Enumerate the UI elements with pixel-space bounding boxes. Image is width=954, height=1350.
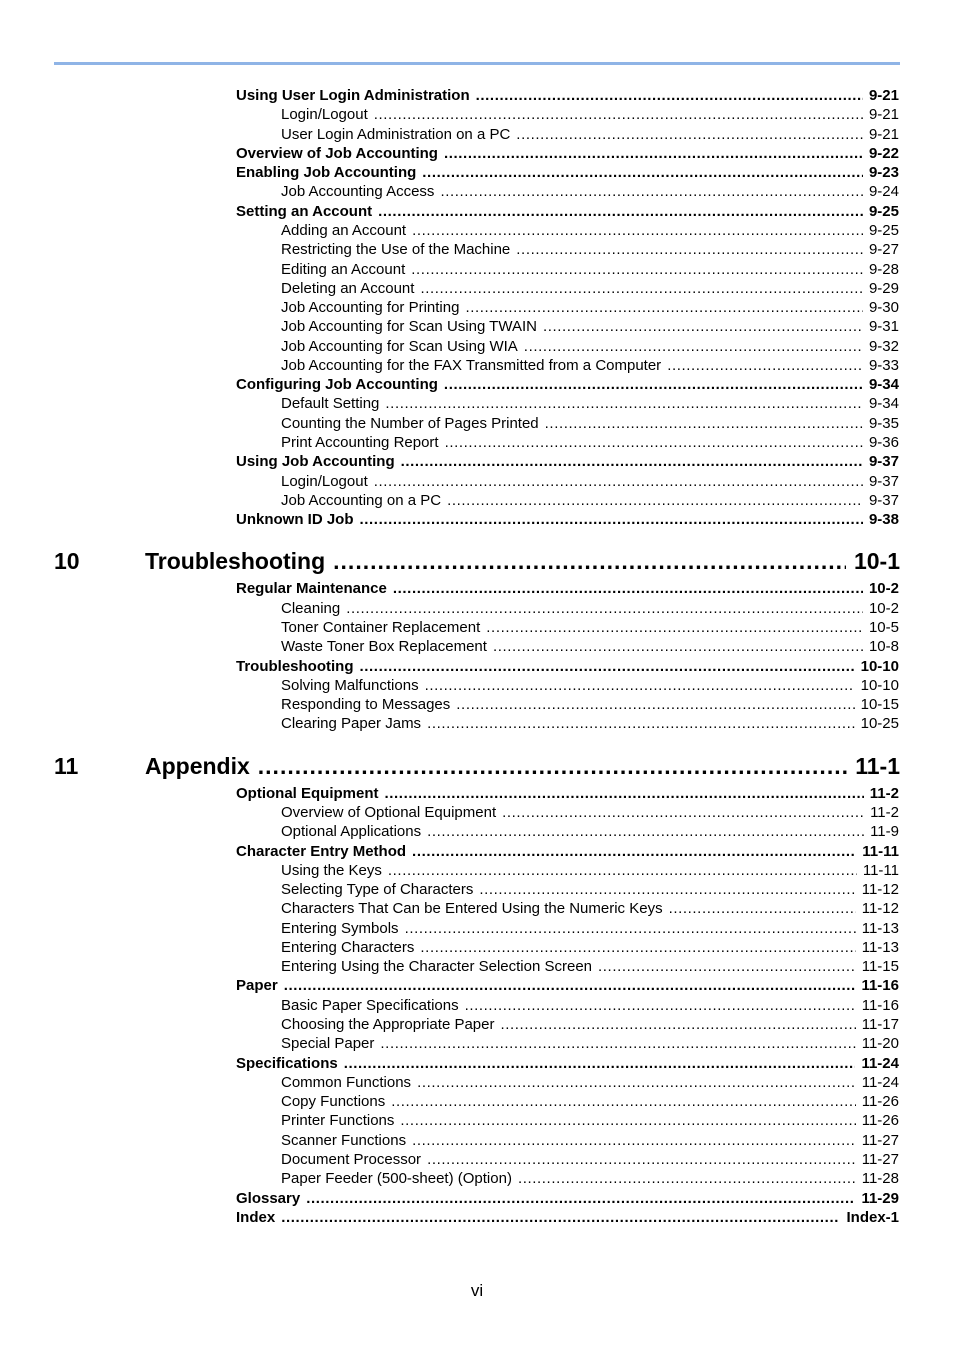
- dot-leader: [284, 976, 856, 995]
- entry-title: Character Entry Method: [236, 842, 407, 860]
- toc-subsection-entry[interactable]: [281, 637, 899, 656]
- toc-subsection-entry[interactable]: [281, 676, 899, 695]
- toc-section-entry[interactable]: [236, 1189, 899, 1208]
- toc-subsection-entry[interactable]: [281, 1073, 899, 1092]
- toc-subsection-entry[interactable]: [281, 394, 899, 413]
- dot-leader: [669, 899, 856, 918]
- entry-page: 11-20: [861, 1035, 899, 1053]
- dot-leader: [391, 1092, 856, 1111]
- entry-page: 9-34: [868, 376, 899, 394]
- entry-page: 11-12: [861, 881, 899, 899]
- entry-title: User Login Administration on a PC: [281, 125, 511, 143]
- entry-page: 10-2: [868, 599, 899, 617]
- toc-subsection-entry[interactable]: [281, 1169, 899, 1188]
- toc-subsection-entry[interactable]: [281, 491, 899, 510]
- entry-page: 9-37: [868, 472, 899, 490]
- dot-leader: [493, 637, 863, 656]
- entry-page: 10-10: [860, 657, 899, 675]
- entry-page: 11-2: [869, 784, 899, 802]
- chapter-number: 11: [54, 752, 79, 779]
- toc-section-entry[interactable]: [236, 579, 899, 598]
- toc-subsection-entry[interactable]: [281, 714, 899, 733]
- dot-leader: [374, 105, 863, 124]
- entry-title: Adding an Account: [281, 221, 407, 239]
- toc-subsection-entry[interactable]: [281, 618, 899, 637]
- dot-leader: [380, 1034, 855, 1053]
- entry-title: Job Accounting Access: [281, 183, 435, 201]
- toc-subsection-entry[interactable]: [281, 356, 899, 375]
- entry-title: Login/Logout: [281, 106, 368, 124]
- toc-subsection-entry[interactable]: [281, 1111, 899, 1130]
- entry-title: Entering Using the Character Selection Screen: [281, 958, 593, 976]
- dot-leader: [385, 784, 864, 803]
- entry-title: Editing an Account: [281, 260, 406, 278]
- dot-leader: [543, 317, 863, 336]
- dot-leader: [258, 752, 847, 780]
- dot-leader: [412, 842, 856, 861]
- toc-chapter-11[interactable]: [54, 752, 900, 780]
- dot-leader: [306, 1189, 855, 1208]
- entry-title: Unknown ID Job: [236, 511, 354, 529]
- entry-title: Paper Feeder (500-sheet) (Option): [281, 1170, 512, 1188]
- entry-title: Regular Maintenance: [236, 580, 387, 598]
- entry-title: Responding to Messages: [281, 696, 451, 714]
- chapter-page: 11-1: [855, 752, 900, 779]
- dot-leader: [374, 472, 863, 491]
- entry-title: Basic Paper Specifications: [281, 996, 459, 1014]
- entry-title: Specifications: [236, 1054, 338, 1072]
- toc-subsection-entry[interactable]: [281, 880, 899, 899]
- entry-title: Glossary: [236, 1189, 301, 1207]
- entry-title: Default Setting: [281, 395, 380, 413]
- toc-subsection-entry[interactable]: [281, 1034, 899, 1053]
- entry-title: Job Accounting for the FAX Transmitted from a Computer: [281, 356, 662, 374]
- entry-page: 9-37: [868, 491, 899, 509]
- toc-subsection-entry[interactable]: [281, 337, 899, 356]
- entry-title: Print Accounting Report: [281, 434, 439, 452]
- dot-leader: [516, 240, 863, 259]
- entry-page: 11-24: [861, 1073, 899, 1091]
- entry-title: Troubleshooting: [236, 657, 354, 675]
- dot-leader: [360, 510, 863, 529]
- toc-subsection-entry[interactable]: [281, 1092, 899, 1111]
- entry-page: 11-13: [861, 938, 899, 956]
- entry-page: 9-30: [868, 299, 899, 317]
- toc-section-entry[interactable]: [236, 657, 899, 676]
- toc-section-entry[interactable]: [236, 1054, 899, 1073]
- dot-leader: [281, 1208, 840, 1227]
- dot-leader: [465, 298, 863, 317]
- toc-subsection-entry[interactable]: [281, 221, 899, 240]
- entry-title: Toner Container Replacement: [281, 619, 481, 636]
- toc-section-entry[interactable]: [236, 202, 899, 221]
- toc-subsection-entry[interactable]: [281, 240, 899, 259]
- dot-leader: [479, 880, 855, 899]
- entry-page: 11-17: [861, 1016, 899, 1034]
- entry-title: Characters That Can be Entered Using the Numeric Keys: [281, 900, 663, 918]
- dot-leader: [598, 957, 856, 976]
- entry-title: Optional Equipment: [236, 784, 379, 802]
- toc-section-entry[interactable]: [236, 163, 899, 182]
- entry-page: 9-33: [868, 356, 899, 374]
- entry-page: 11-27: [861, 1151, 899, 1168]
- toc-subsection-entry[interactable]: [281, 861, 899, 880]
- toc-subsection-entry[interactable]: [281, 279, 899, 298]
- dot-leader: [500, 1015, 855, 1034]
- entry-page: 10-5: [868, 619, 899, 636]
- toc-section-entry[interactable]: [236, 452, 899, 471]
- entry-title: Solving Malfunctions: [281, 676, 419, 694]
- entry-title: Restricting the Use of the Machine: [281, 241, 511, 259]
- entry-title: Overview of Optional Equipment: [281, 803, 497, 821]
- entry-page: 11-24: [861, 1054, 899, 1072]
- entry-title: Overview of Job Accounting: [236, 144, 438, 162]
- page-number: vi: [470, 1281, 484, 1300]
- entry-page: 11-16: [861, 996, 899, 1014]
- entry-page: 9-36: [868, 434, 899, 452]
- dot-leader: [667, 356, 863, 375]
- toc-subsection-entry[interactable]: [281, 298, 899, 317]
- entry-title: Login/Logout: [281, 472, 368, 490]
- toc-section-entry[interactable]: [236, 510, 899, 529]
- toc-subsection-entry[interactable]: [281, 433, 899, 452]
- entry-page: 9-38: [868, 511, 899, 529]
- entry-title: Index: [236, 1208, 276, 1226]
- entry-page: 10-2: [868, 580, 899, 598]
- entry-page: 9-28: [868, 260, 899, 278]
- entry-page: 9-25: [868, 221, 899, 239]
- entry-title: Counting the Number of Pages Printed: [281, 414, 539, 432]
- toc-subsection-entry[interactable]: [281, 125, 899, 144]
- entry-page: Index-1: [846, 1208, 899, 1226]
- toc-section-entry[interactable]: [236, 375, 899, 394]
- entry-page: 11-2: [870, 803, 899, 821]
- entry-page: 9-21: [868, 125, 899, 143]
- dot-leader: [360, 657, 855, 676]
- dot-leader: [444, 144, 863, 163]
- entry-title: Cleaning: [281, 599, 341, 617]
- dot-leader: [445, 433, 863, 452]
- dot-leader: [447, 491, 863, 510]
- toc-subsection-entry[interactable]: [281, 899, 899, 918]
- entry-page: 11-11: [862, 861, 899, 879]
- toc-section-entry[interactable]: [236, 86, 899, 105]
- entry-title: Selecting Type of Characters: [281, 881, 474, 899]
- entry-page: 10-10: [860, 676, 899, 694]
- entry-page: 9-23: [868, 164, 899, 182]
- toc-section-entry[interactable]: [236, 842, 899, 861]
- entry-title: Enabling Job Accounting: [236, 164, 417, 182]
- dot-leader: [502, 803, 864, 822]
- toc-chapter-10[interactable]: [54, 547, 900, 575]
- entry-title: Using Job Accounting: [236, 453, 395, 471]
- entry-title: Entering Symbols: [281, 919, 399, 937]
- toc-subsection-entry[interactable]: [281, 938, 899, 957]
- dot-leader: [420, 938, 855, 957]
- entry-title: Job Accounting on a PC: [281, 491, 442, 509]
- dot-leader: [333, 547, 846, 575]
- dot-leader: [393, 579, 863, 598]
- dot-leader: [412, 1131, 856, 1150]
- entry-title: Common Functions: [281, 1073, 412, 1091]
- toc-subsection-entry[interactable]: [281, 919, 899, 938]
- entry-title: Entering Characters: [281, 938, 415, 956]
- chapter-title: Troubleshooting: [145, 548, 326, 575]
- entry-page: 10-8: [868, 638, 899, 656]
- entry-page: 11-9: [870, 823, 899, 841]
- entry-title: Job Accounting for Scan Using TWAIN: [281, 318, 537, 336]
- dot-leader: [412, 221, 863, 240]
- entry-title: Job Accounting for Scan Using WIA: [281, 337, 518, 355]
- entry-title: Choosing the Appropriate Paper: [281, 1016, 495, 1034]
- entry-page: 9-37: [868, 453, 899, 471]
- entry-page: 11-13: [861, 919, 899, 937]
- entry-title: Setting an Account: [236, 202, 373, 220]
- entry-title: Paper: [236, 977, 278, 995]
- toc-subsection-entry[interactable]: [281, 996, 899, 1015]
- entry-title: Job Accounting for Printing: [281, 299, 460, 317]
- dot-leader: [427, 1150, 856, 1169]
- entry-page: 9-34: [868, 395, 899, 413]
- dot-leader: [545, 414, 863, 433]
- dot-leader: [378, 202, 863, 221]
- toc-subsection-entry[interactable]: [281, 105, 899, 124]
- toc-subsection-entry[interactable]: [281, 1131, 899, 1150]
- toc-subsection-entry[interactable]: [281, 695, 899, 714]
- toc-section-entry[interactable]: [236, 784, 899, 803]
- toc-subsection-entry[interactable]: [281, 414, 899, 433]
- chapter-number: 10: [54, 548, 80, 575]
- toc-section-entry[interactable]: [236, 144, 899, 163]
- toc-section-entry[interactable]: [236, 976, 899, 995]
- dot-leader: [456, 695, 854, 714]
- entry-page: 9-35: [868, 414, 899, 432]
- entry-page: 9-31: [868, 318, 899, 336]
- dot-leader: [420, 279, 863, 298]
- dot-leader: [465, 996, 856, 1015]
- dot-leader: [486, 618, 863, 637]
- entry-title: Special Paper: [281, 1035, 375, 1053]
- dot-leader: [476, 86, 863, 105]
- entry-page: 11-12: [861, 900, 899, 918]
- entry-page: 10-25: [860, 715, 899, 733]
- entry-title: Copy Functions: [281, 1093, 386, 1111]
- entry-title: Document Processor: [281, 1151, 422, 1168]
- header-rule: [54, 62, 900, 65]
- entry-page: 9-21: [868, 87, 899, 104]
- toc-section-entry[interactable]: [236, 1208, 899, 1227]
- entry-title: Scanner Functions: [281, 1131, 407, 1149]
- dot-leader: [400, 1111, 855, 1130]
- dot-leader: [405, 919, 856, 938]
- chapter-page: 10-1: [853, 548, 900, 575]
- dot-leader: [385, 394, 863, 413]
- dot-leader: [444, 375, 863, 394]
- entry-title: Using the Keys: [281, 861, 382, 879]
- toc-subsection-entry[interactable]: [281, 472, 899, 491]
- toc-subsection-entry[interactable]: [281, 317, 899, 336]
- entry-title: Optional Applications: [281, 823, 422, 841]
- dot-leader: [346, 599, 863, 618]
- toc-subsection-entry[interactable]: [281, 822, 899, 841]
- dot-leader: [425, 676, 855, 695]
- dot-leader: [344, 1054, 856, 1073]
- entry-page: 11-16: [861, 977, 899, 995]
- toc-subsection-entry[interactable]: [281, 182, 899, 201]
- entry-title: Printer Functions: [281, 1112, 395, 1130]
- dot-leader: [518, 1169, 856, 1188]
- entry-page: 9-27: [868, 241, 899, 259]
- dot-leader: [401, 452, 863, 471]
- entry-page: 9-25: [868, 202, 899, 220]
- dot-leader: [427, 822, 864, 841]
- entry-title: Configuring Job Accounting: [236, 376, 438, 394]
- toc-subsection-entry[interactable]: [281, 260, 899, 279]
- dot-leader: [427, 714, 855, 733]
- dot-leader: [516, 125, 863, 144]
- entry-page: 11-26: [861, 1093, 899, 1111]
- entry-page: 11-26: [861, 1112, 899, 1130]
- dot-leader: [388, 861, 857, 880]
- toc-subsection-entry[interactable]: [281, 599, 899, 618]
- entry-page: 11-11: [862, 842, 899, 860]
- entry-page: 11-28: [861, 1170, 899, 1188]
- entry-page: 11-29: [861, 1189, 899, 1207]
- entry-page: 10-15: [860, 696, 899, 714]
- entry-page: 9-29: [868, 279, 899, 297]
- entry-title: Clearing Paper Jams: [281, 715, 422, 733]
- toc-subsection-entry[interactable]: [281, 1150, 899, 1169]
- toc-subsection-entry[interactable]: [281, 803, 899, 822]
- entry-page: 9-22: [868, 144, 899, 162]
- entry-page: 9-32: [868, 337, 899, 355]
- entry-page: 11-15: [861, 958, 899, 976]
- entry-page: 11-27: [861, 1131, 899, 1149]
- chapter-title: Appendix: [145, 752, 250, 779]
- dot-leader: [524, 337, 863, 356]
- entry-title: Deleting an Account: [281, 279, 415, 297]
- entry-page: 9-24: [868, 183, 899, 201]
- entry-page: 9-21: [868, 106, 899, 124]
- entry-title: Waste Toner Box Replacement: [281, 638, 487, 656]
- entry-title: Using User Login Administration: [236, 87, 470, 104]
- dot-leader: [440, 182, 863, 201]
- dot-leader: [422, 163, 863, 182]
- toc-subsection-entry[interactable]: [281, 957, 899, 976]
- dot-leader: [411, 260, 863, 279]
- toc-subsection-entry[interactable]: [281, 1015, 899, 1034]
- dot-leader: [417, 1073, 856, 1092]
